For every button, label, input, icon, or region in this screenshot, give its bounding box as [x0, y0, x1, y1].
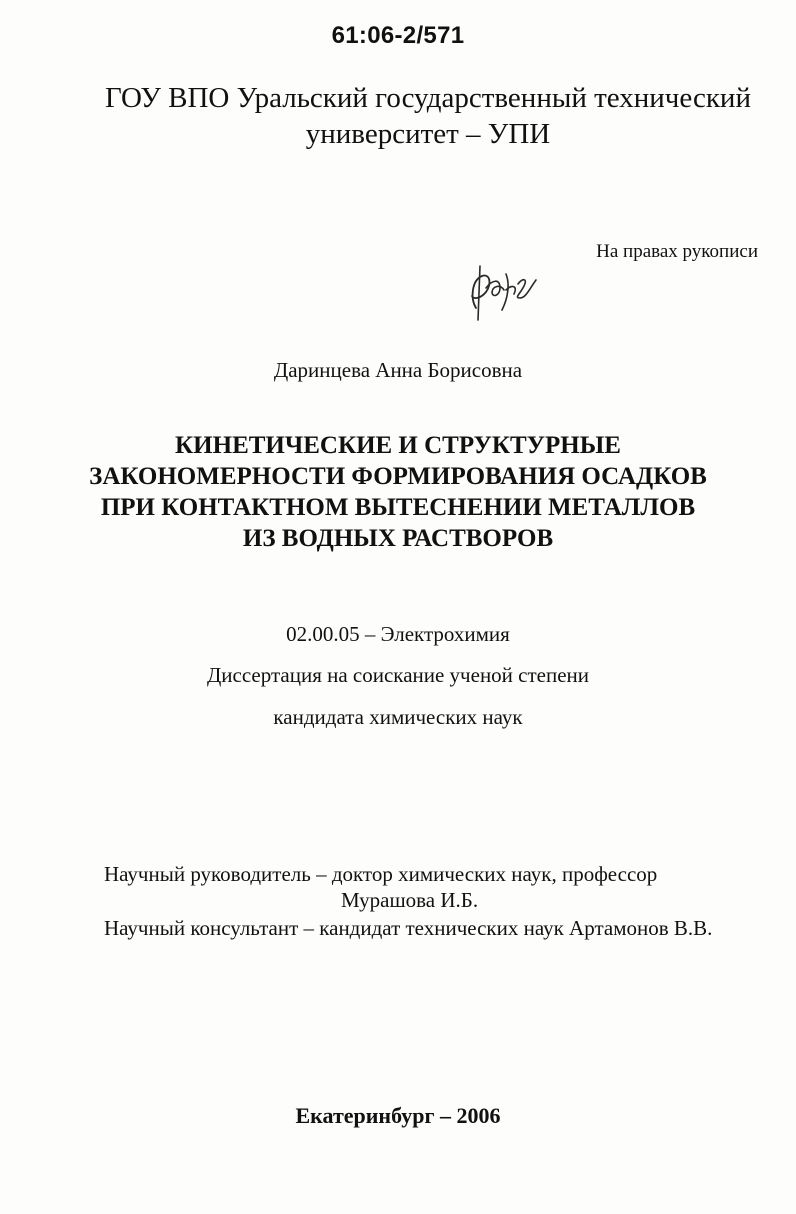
degree-line-1: Диссертация на соискание ученой степени	[206, 663, 590, 687]
scientific-advisor-name: Мурашова И.Б.	[341, 888, 479, 912]
specialty-code: 02.00.05 – Электрохимия	[286, 622, 510, 646]
rights-note: На правах рукописи	[596, 241, 758, 262]
title-line-1: КИНЕТИЧЕСКИЕ И СТРУКТУРНЫЕ	[175, 432, 621, 459]
degree-line-2: кандидата химических наук	[273, 705, 523, 729]
title-line-4: ИЗ ВОДНЫХ РАСТВОРОВ	[242, 525, 554, 552]
scientific-consultant: Научный консультант – кандидат технических наук Артамонов В.В.	[104, 916, 713, 940]
author-name: Даринцева Анна Борисовна	[273, 358, 523, 382]
institution-name	[60, 80, 796, 152]
handwritten-signature	[462, 258, 542, 326]
scientific-advisor: Научный руководитель – доктор химических наук, профессор	[104, 862, 658, 886]
city-year: Екатеринбург – 2006	[295, 1103, 501, 1128]
institution-line-2: университет – УПИ	[305, 118, 551, 150]
title-line-2: ЗАКОНОМЕРНОСТИ ФОРМИРОВАНИЯ ОСАДКОВ	[89, 463, 707, 490]
catalog-number: 61:06-2/571	[331, 22, 465, 49]
institution-line-1: ГОУ ВПО Уральский государственный технический	[105, 82, 751, 114]
title-line-3: ПРИ КОНТАКТНОМ ВЫТЕСНЕНИИ МЕТАЛЛОВ	[100, 494, 696, 521]
dissertation-title	[0, 430, 796, 554]
